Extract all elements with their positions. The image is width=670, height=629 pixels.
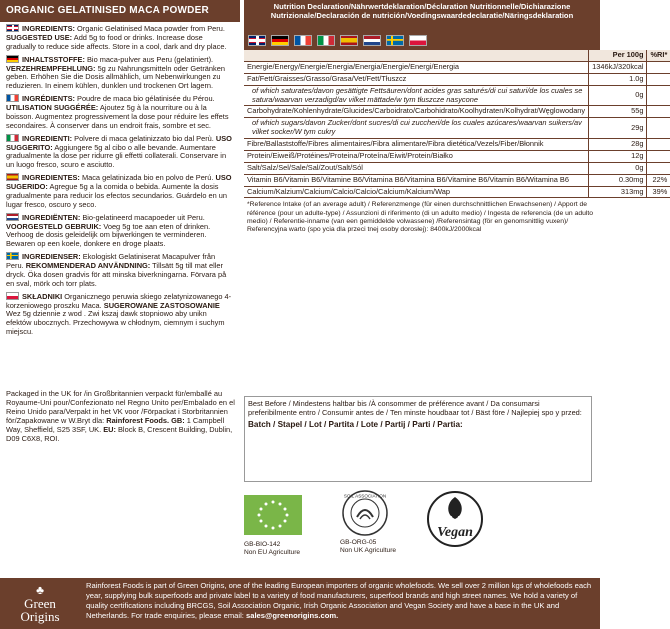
address-text: Packaged in the UK for /in Großbritannien verpackt für/emballé au Royaume-Uni pour/Confezionato nel Regno Unito per/Embalado en el Reino Unido para/Verpakt in het VK voor /Förpackat i Storbritannien för/Zapakowane w W.Bryt dla: [6, 389, 235, 426]
soil-association-ring-text: SOIL ASSOCIATION [343, 493, 387, 499]
nutrient-label: Salt/Salz/Sel/Sale/Sal/Zout/Salt/Sól [244, 162, 589, 174]
nutrition-rows [244, 61, 670, 198]
nutrient-ri [647, 139, 670, 151]
brand-line-1: Green [24, 596, 56, 611]
vegan-sunflower-icon [424, 489, 486, 549]
nutrition-row [244, 186, 670, 198]
address-heading: Rainforest Foods. GB: [106, 416, 185, 426]
nutrient-ri: 22% [647, 174, 670, 186]
nutrient-ri [647, 106, 670, 118]
ri-header: %RI* [647, 50, 670, 61]
nutrient-label: of which sugars/davon Zucker/dont sucres/di cui zuccheri/de los cuales azúcares/waarvan suikers/av vilket socker/W tym cukry [244, 118, 589, 139]
section-heading: SUGGESTED USE: [6, 32, 73, 42]
nutrient-label: Fat/Fett/Graisses/Grasso/Grasa/Vet/Fett/Tłuszcz [244, 73, 589, 85]
soil-association-logo [340, 489, 396, 554]
best-before-text: Best Before / Mindestens haltbar bis /À consommer de préférence avant / Da consumarsi preferibilmente entro / Consumir antes de / Ten minste houdbaar tot / Bäst före / Najlepiej spo y przed: [248, 399, 582, 417]
ingredients-section-pl [0, 290, 240, 338]
nl-flag-icon [363, 35, 381, 46]
ingredients-section-se [0, 250, 240, 290]
section-text: Poudre de maca bio gélatinisée du Pérou. [74, 94, 215, 104]
tree-icon: ♣ [36, 583, 44, 597]
section-text: Wez 5g dziennie z wod . Zwi kszaj dawk stopniowo aby unikn efektów ubocznych. Przechowywa w chłodnym, ciemnym i suchym miejscu. [6, 309, 225, 337]
uk-flag-icon [6, 24, 19, 32]
per-100g-header: Per 100g [589, 50, 647, 61]
nutrient-value: 55g [589, 106, 647, 118]
de-flag-icon [271, 35, 289, 46]
vegan-text: Vegan [437, 525, 473, 540]
soil-association-icon [340, 489, 390, 537]
brand-line-2: Origins [20, 609, 60, 624]
es-flag-icon [6, 173, 19, 181]
section-text: Ajoutez 5g à la nourriture ou à la boisson. Augmentez progressivement la dose pour réduire les effets secondaires. À conserver dans un endroit frais, sombre et sec. [6, 103, 229, 130]
section-text: Bio maca-pulver aus Peru (gelatiniert). [84, 54, 214, 64]
section-heading: SUGEROWANE ZASTOSOWANIE [103, 300, 220, 310]
section-heading: INGREDIËNTEN: [22, 212, 81, 222]
sa-agriculture: Non UK Agriculture [340, 546, 397, 554]
nutrient-value: 12g [589, 150, 647, 162]
nutrition-row [244, 174, 670, 186]
nutrient-label: Vitamin B6/Vitamin B6/Vitamine B6/Vitamina B6/Vitamina B6/Vitamine B6/Vitamin B6/Witamina B6 [244, 174, 589, 186]
nutrient-ri [647, 73, 670, 85]
nutrition-row [244, 85, 670, 106]
nutrient-label: Energie/Energy/Energie/Energia/Energia/Energie/Energi/Energia [244, 61, 589, 73]
section-heading: VERZEHREMPFEHLUNG: [6, 63, 96, 73]
address-text: 1 Campbell Way, Sheffield, S25 3SF, UK. [6, 416, 225, 435]
nutrition-column [244, 0, 668, 237]
section-heading: SKŁADNIKI [22, 291, 63, 301]
section-text: Bio-gelatineerd macapoeder uit Peru. [80, 212, 205, 222]
ingredients-section-nl [0, 211, 240, 251]
product-title: ORGANIC GELATINISED MACA POWDER [0, 0, 240, 22]
nutrition-row [244, 139, 670, 151]
section-text: Voeg 5g toe aan eten of drinken. Verhoog de dosis geleidelijk om bijwerkingen te verminderen. Bewaren op een koele, donkere en droge plaats. [6, 221, 211, 249]
section-text: Tillsätt 5g till mat eller dryck. Öka dosen gradvis för att minska biverkningarna. Förvara på en sval, mörk och torr plats. [6, 261, 227, 288]
nutrient-value: 1.0g [589, 73, 647, 85]
section-heading: INGREDIENSER: [22, 252, 81, 262]
fr-flag-icon [294, 35, 312, 46]
ingredients-section-fr [0, 92, 240, 132]
batch-label: Batch / Stapel / Lot / Partita / Lote / Partij / Parti / Partia: [248, 419, 463, 429]
address-heading: EU: [103, 425, 116, 435]
section-heading: UTILISATION SUGGÉRÉE: [6, 103, 99, 112]
ingredients-section-de [0, 53, 240, 93]
section-text: Ekologiskt Gelatiniserat Macapulver från Peru. [6, 252, 216, 270]
section-heading: INHALTSSTOFFE: [22, 54, 85, 64]
section-text: Maca gelatinizada bio en polvo de Perú. [79, 173, 216, 183]
nutrient-ri: 39% [647, 186, 670, 198]
sa-code: GB-ORG-05 [340, 539, 377, 547]
nutrition-row [244, 61, 670, 73]
se-flag-icon [6, 252, 19, 260]
sales-email: sales@greenorigins.com. [246, 610, 339, 620]
section-text: 5g zu Nahrungsmitteln oder Getränken geben. Erhöhen Sie die Dosis allmählich, um Nebenwirkungen zu reduzieren. In einem kühlen, dunklen und trockenen Ort lagern. [6, 63, 225, 91]
pl-flag-icon [6, 292, 19, 300]
eu-agriculture: Non EU Agriculture [244, 548, 301, 556]
nutrient-label: Protein/Eiweiß/Protéines/Proteina/Proteína/Eiwit/Protein/Białko [244, 150, 589, 162]
language-sections [0, 22, 240, 338]
nl-flag-icon [6, 213, 19, 221]
section-heading: REKOMMENDERAD ANVÄNDNING: [25, 261, 151, 270]
green-origins-logo [0, 578, 80, 629]
ingredients-column [0, 0, 240, 578]
nutrition-row [244, 118, 670, 139]
nutrient-label: Fibre/Ballaststoffe/Fibres alimentaires/Fibra alimentare/Fibra dietética/Vezels/Fiber/Błonnik [244, 139, 589, 151]
nutrition-row [244, 106, 670, 118]
se-flag-icon [386, 35, 404, 46]
nutrient-ri [647, 150, 670, 162]
best-before-box [244, 396, 592, 482]
nutrition-header-row [244, 50, 670, 61]
reference-intake-footnote: *Reference Intake (of an average adult) / Referenzmenge (für einen durchschnittlichen Erwachsenen) / Apport de référence (pour un adulte-type) / Assunzioni di riferimento (di un adulto medio) / Ingesta de referencia (de un adulto medio) / Referentie-inname (van een gemiddelde volwassene) /Referensintag (för en genomsnittlig vuxen)/ Referencyjna warto (spo ycia dla przeci tnej osoby dorosłej): 8400kJ/2000kcal [247, 201, 594, 233]
section-heading: USO SUGERIDO: [6, 173, 232, 191]
footer [0, 578, 600, 629]
certification-logos [244, 495, 592, 570]
section-text: Agregue 5g a la comida o bebida. Aumente la dosis gradualmente para reducir los efectos secundarios. Guárdelo en un lugar fresco, oscuro y seco. [6, 182, 228, 209]
eu-organic-logo [244, 495, 302, 556]
packaged-in-statement [6, 389, 236, 443]
nutrient-value: 0g [589, 85, 647, 106]
it-flag-icon [6, 134, 19, 142]
es-flag-icon [340, 35, 358, 46]
section-heading: INGREDIENTES: [22, 173, 80, 183]
nutrient-col-header [244, 50, 589, 61]
eu-leaf-icon [244, 495, 302, 535]
fr-flag-icon [6, 94, 19, 102]
nutrition-table [244, 50, 670, 198]
de-flag-icon [6, 55, 19, 63]
nutrient-label: of which saturates/davon gesättigte Fettsäuren/dont acides gras saturés/di cui saturi/de los cuales se satura/waarvan verzadigd/av vilket mättade/w tym tłuszcze nasycone [244, 85, 589, 106]
section-heading: INGREDIENTS: [22, 24, 75, 33]
nutrient-label: Carbohydrate/Kohlenhydrate/Glucides/Carboidrato/Carbohidrato/Koolhydraten/Kolhydrat/Węglowodany [244, 106, 589, 118]
uk-flag-icon [248, 35, 266, 46]
it-flag-icon [317, 35, 335, 46]
nutrient-ri [647, 162, 670, 174]
section-heading: USO SUGGERITO: [6, 133, 232, 152]
eu-code: GB-BIO-142 [244, 541, 281, 549]
nutrient-value: 29g [589, 118, 647, 139]
address-text: Block B, Crescent Building, Dublin, D09 C6X8, ROI. [6, 425, 233, 444]
vegan-logo [424, 489, 486, 551]
section-text: Organicznego peruwia skiego zelatynizowanego 4-korzeniowego proszku Maca. [6, 291, 232, 310]
nutrient-value: 1346kJ/320kcal [589, 61, 647, 73]
nutrient-value: 28g [589, 139, 647, 151]
section-heading: INGREDIENTI: [22, 133, 73, 143]
nutrient-ri [647, 118, 670, 139]
section-text: Organic Gelatinised Maca powder from Peru. [74, 24, 225, 33]
flag-row [244, 30, 600, 50]
nutrient-value: 313mg [589, 186, 647, 198]
nutrient-ri [647, 61, 670, 73]
section-heading: INGRÉDIENTS: [22, 94, 75, 104]
section-text: Aggiungere 5g al cibo o alle bevande. Aumentare gradualmente la dose per ridurre gli effetti collaterali. Conservare in un luogo fresco, scuro e asciutto. [6, 142, 227, 170]
company-statement-text: Rainforest Foods is part of Green Origins, one of the leading European importers of organic wholefoods. We sell over 2 million kgs of wholefoods each year, supplying bulk superfoods and private label to a variety of food manufacturers, superfood brands and high street names. We hold a variety of quality certifications including BRCGS, Soil Association Organic, Irish Organic Association and Vegan Society and have a base in the UK and Netherlands. For trade enquiries, please email: [86, 581, 592, 620]
section-text: Polvere di maca gelatinizzato bio dal Perù. [72, 133, 216, 143]
company-statement [80, 578, 600, 629]
pl-flag-icon [409, 35, 427, 46]
section-text: Add 5g to food or drinks. Increase dose gradually to reduce side affects. Store in a cool, dark and dry place. [6, 32, 227, 51]
nutrient-value: 0g [589, 162, 647, 174]
ingredients-section-es [0, 171, 240, 211]
nutrition-heading: Nutrition Declaration/Nährwertdeklaration/Déclaration Nutritionnelle/Dichiarazione Nutrizionale/Declaración de nutrición/Voedingswaardedeclaratie/Näringsdeklaration [244, 0, 600, 30]
nutrition-row [244, 150, 670, 162]
section-heading: VOORGESTELD GEBRUIK: [6, 221, 102, 231]
nutrient-label: Calcium/Kalzium/Calcium/Calcio/Calcio/Calcium/Kalcium/Wap [244, 186, 589, 198]
nutrient-ri [647, 85, 670, 106]
ingredients-section-uk [0, 22, 240, 53]
nutrient-value: 0.30mg [589, 174, 647, 186]
ingredients-section-it [0, 132, 240, 172]
nutrition-row [244, 73, 670, 85]
nutrition-row [244, 162, 670, 174]
